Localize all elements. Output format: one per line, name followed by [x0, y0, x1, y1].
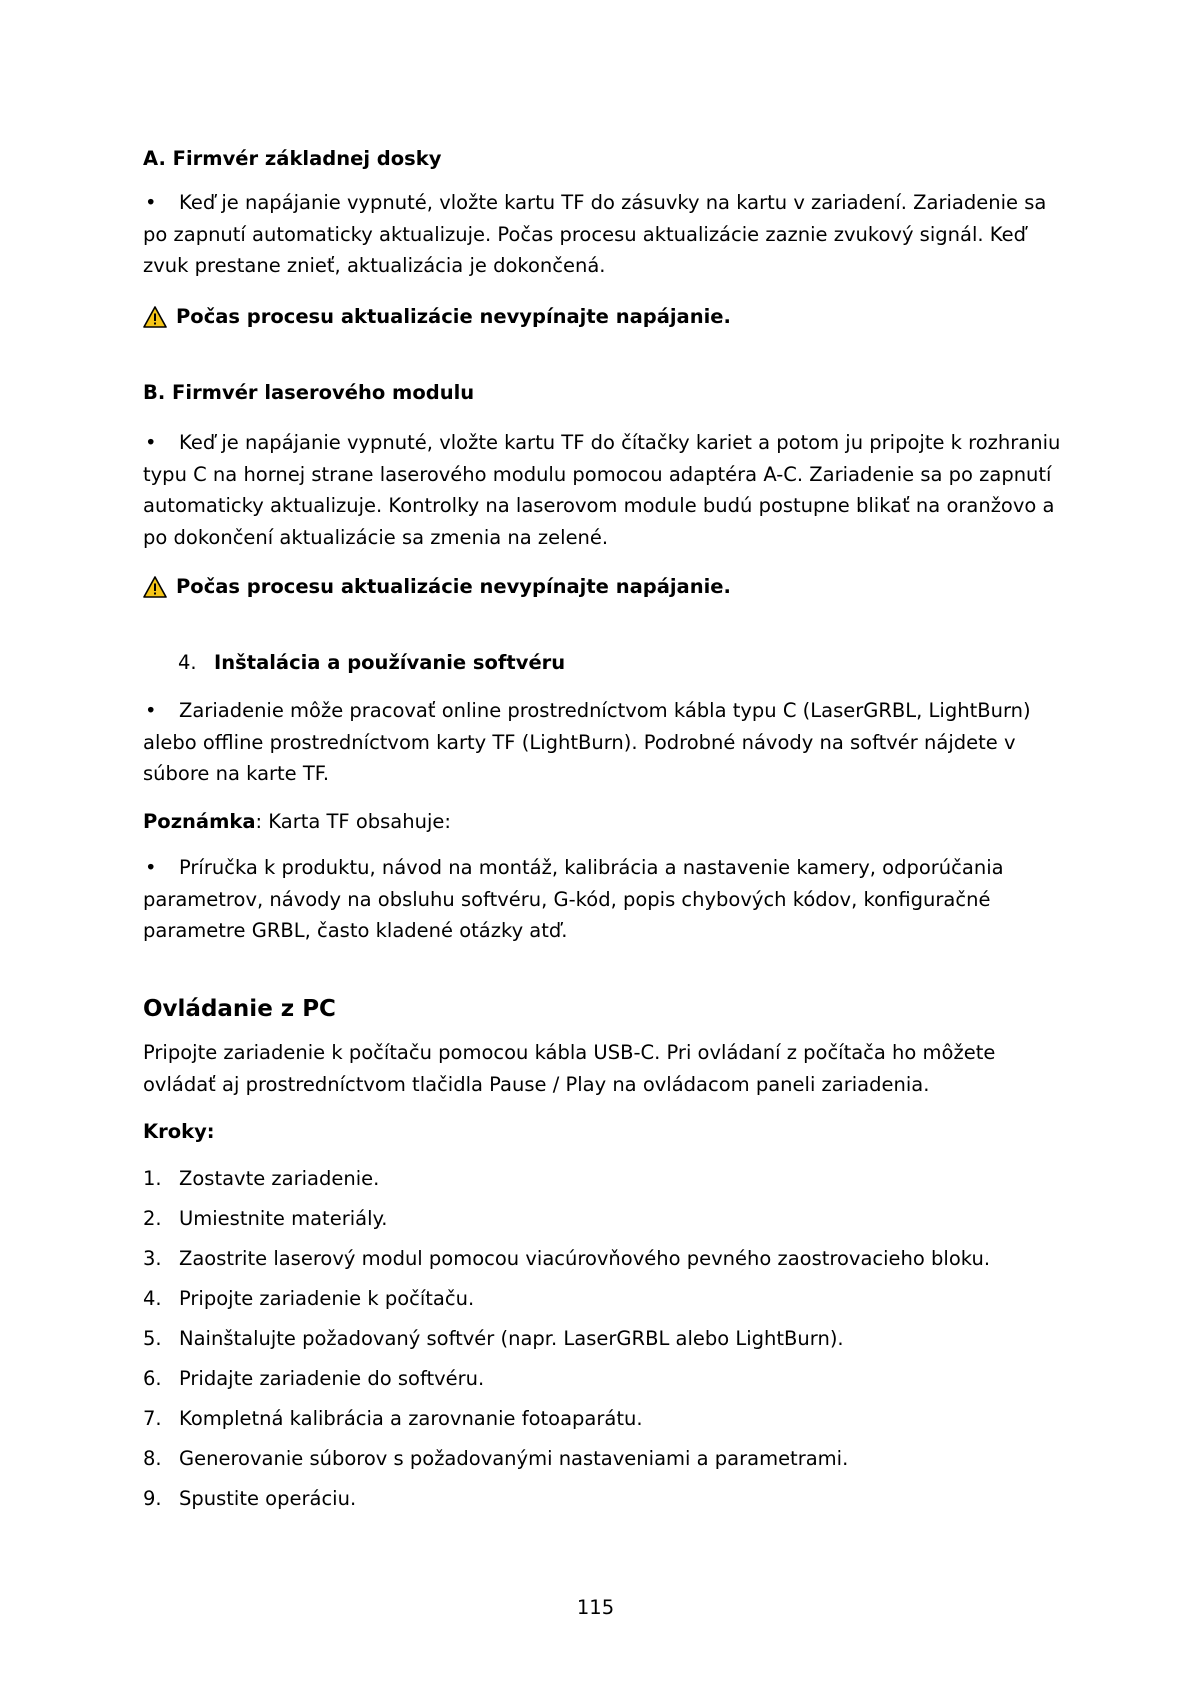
- list-item: [143, 1165, 990, 1205]
- step-number: 5.: [143, 1327, 162, 1350]
- step-number: 6.: [143, 1367, 162, 1390]
- section-b-paragraph: [143, 427, 1063, 553]
- section-4-heading: [178, 649, 565, 677]
- step-number: 4.: [143, 1287, 162, 1310]
- step-text: Pripojte zariadenie k počítaču.: [179, 1287, 475, 1310]
- step-number: 9.: [143, 1487, 162, 1510]
- page-number: 115: [576, 1596, 615, 1619]
- step-text: Spustite operáciu.: [179, 1487, 357, 1510]
- list-item: [143, 1205, 990, 1245]
- note-text: : Karta TF obsahuje:: [255, 810, 451, 833]
- bullet: •: [145, 431, 157, 454]
- warning-triangle-icon: [143, 576, 167, 598]
- list-item: [143, 1405, 990, 1445]
- section-b-heading: B. Firmvér laserového modulu: [143, 381, 475, 404]
- step-number: 8.: [143, 1447, 162, 1470]
- note-label: Poznámka: [143, 810, 256, 833]
- list-item: [143, 1365, 990, 1405]
- note-item-paragraph: [143, 852, 1063, 947]
- list-item: [143, 1285, 990, 1325]
- list-item: [143, 1245, 990, 1285]
- step-number: 7.: [143, 1407, 162, 1430]
- note-item-text: Príručka k produktu, návod na montáž, kalibrácia a nastavenie kamery, odporúčania parametrov, návody na obsluhu softvéru, G-kód, popis chybových kódov, konfiguračné parametre GRBL, často kladené otázky atď.: [143, 856, 1004, 942]
- section-a-warning-text: Počas procesu aktualizácie nevypínajte napájanie.: [176, 305, 731, 328]
- section-4-title: Inštalácia a používanie softvéru: [214, 651, 566, 674]
- section-a-warning: [143, 303, 731, 331]
- step-number: 3.: [143, 1247, 162, 1270]
- section-a-paragraph: [143, 187, 1063, 282]
- step-text: Zostavte zariadenie.: [179, 1167, 380, 1190]
- note-line: [143, 806, 1063, 838]
- list-item: [143, 1325, 990, 1365]
- section-a-text: Keď je napájanie vypnuté, vložte kartu TF do zásuvky na kartu v zariadení. Zariadenie sa po zapnutí automaticky aktualizuje. Počas procesu aktualizácie zaznie zvukový signál. Keď zvuk prestane znieť, aktualizácia je dokončená.: [143, 191, 1047, 277]
- step-text: Umiestnite materiály.: [179, 1207, 388, 1230]
- section-a-heading: A. Firmvér základnej dosky: [143, 147, 442, 170]
- bullet: •: [145, 191, 157, 214]
- step-text: Pridajte zariadenie do softvéru.: [179, 1367, 485, 1390]
- bullet: •: [145, 856, 157, 879]
- step-text: Generovanie súborov s požadovanými nastaveniami a parametrami.: [179, 1447, 849, 1470]
- section-4-paragraph: [143, 695, 1063, 790]
- step-number: 1.: [143, 1167, 162, 1190]
- step-text: Kompletná kalibrácia a zarovnanie fotoaparátu.: [179, 1407, 643, 1430]
- section-4-text: Zariadenie môže pracovať online prostredníctvom kábla typu C (LaserGRBL, LightBurn) alebo offline prostredníctvom karty TF (LightBurn). Podrobné návody na softvér nájdete v súbore na karte TF.: [143, 699, 1031, 785]
- bullet: •: [145, 699, 157, 722]
- section-b-warning: [143, 573, 731, 601]
- steps-list: [143, 1165, 990, 1525]
- warning-triangle-icon: [143, 306, 167, 328]
- step-text: Nainštalujte požadovaný softvér (napr. LaserGRBL alebo LightBurn).: [179, 1327, 844, 1350]
- steps-label: Kroky:: [143, 1120, 215, 1143]
- step-number: 2.: [143, 1207, 162, 1230]
- section-4-number: 4.: [178, 651, 197, 674]
- section-b-warning-text: Počas procesu aktualizácie nevypínajte napájanie.: [176, 575, 731, 598]
- list-item: [143, 1445, 990, 1485]
- pc-intro: Pripojte zariadenie k počítaču pomocou kábla USB-C. Pri ovládaní z počítača ho môžete ovládať aj prostredníctvom tlačidla Pause / Play na ovládacom paneli zariadenia.: [143, 1041, 996, 1096]
- pc-heading: Ovládanie z PC: [143, 996, 336, 1022]
- step-text: Zaostrite laserový modul pomocou viacúrovňového pevného zaostrovacieho bloku.: [179, 1247, 991, 1270]
- section-b-text: Keď je napájanie vypnuté, vložte kartu TF do čítačky kariet a potom ju pripojte k rozhraniu typu C na hornej strane laserového modulu pomocou adaptéra A-C. Zariadenie sa po zapnutí automaticky aktualizuje. Kontrolky na laserovom module budú postupne blikať na oranžovo a po dokončení aktualizácie sa zmenia na zelené.: [143, 431, 1061, 549]
- list-item: [143, 1485, 990, 1525]
